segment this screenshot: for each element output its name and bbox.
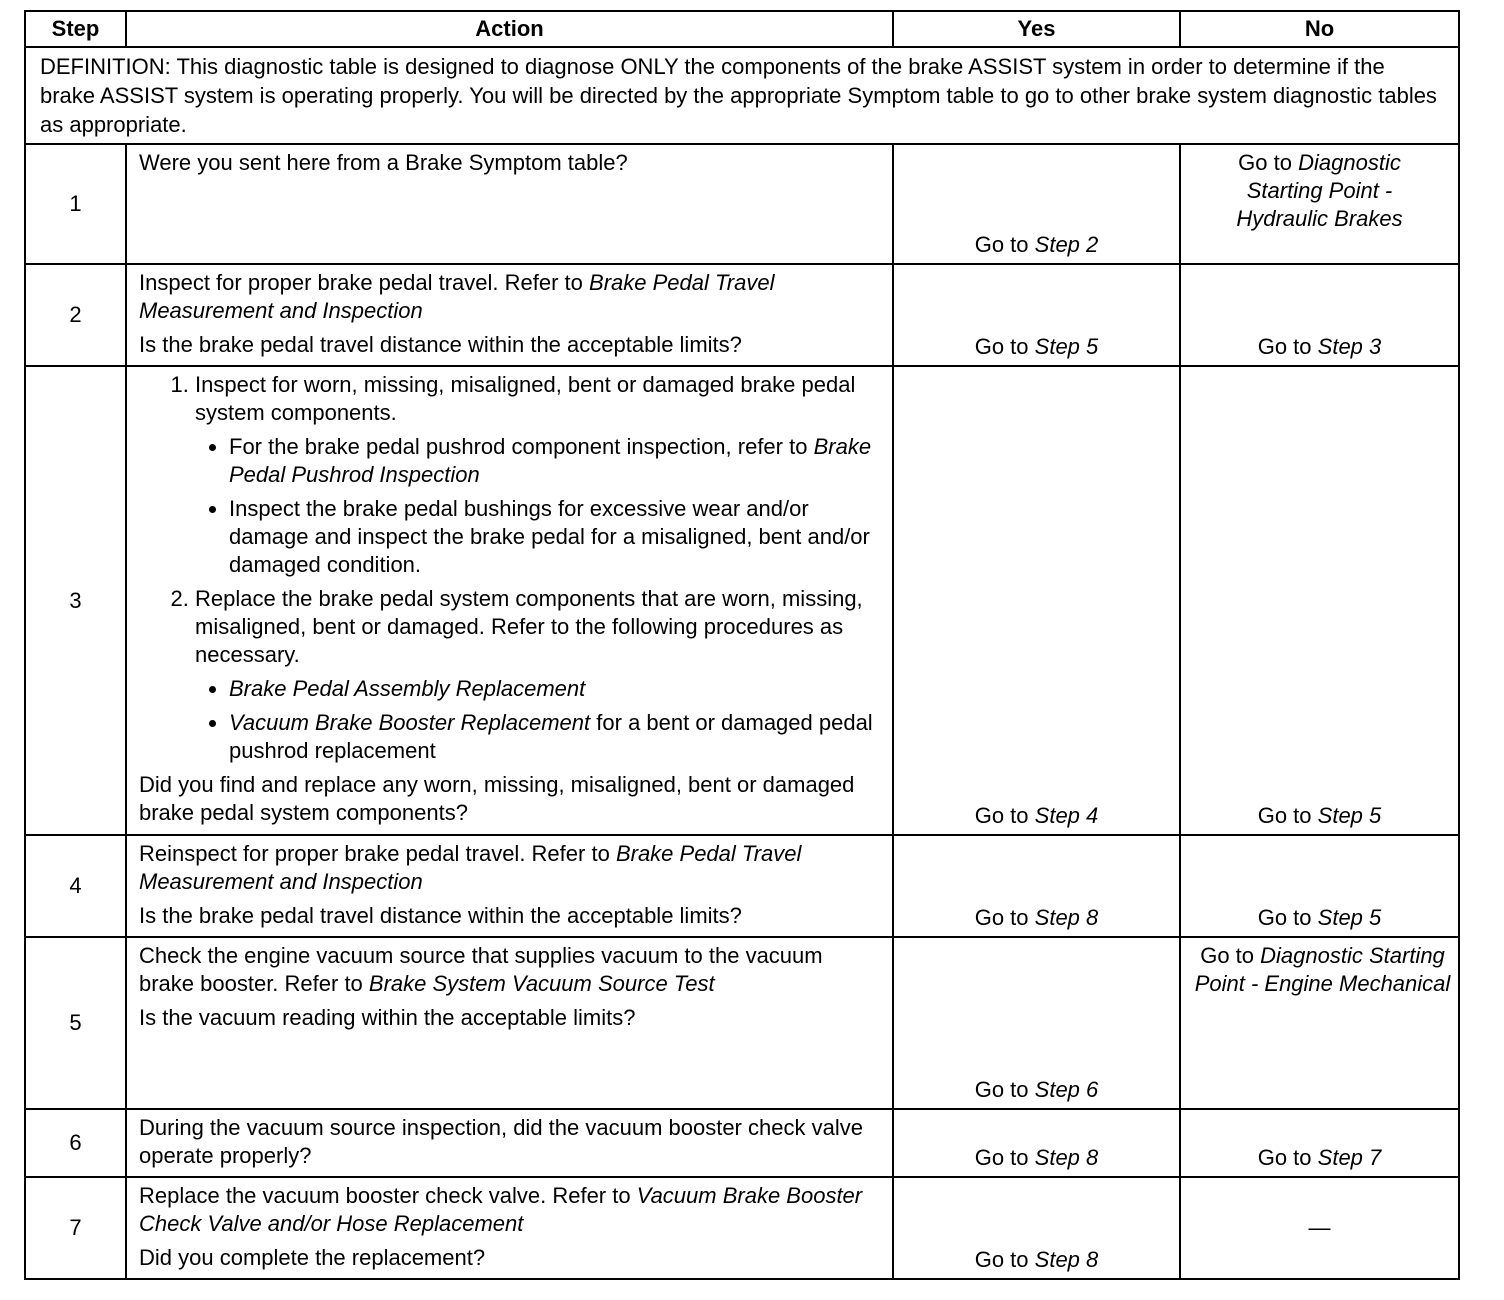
no-cell bbox=[1180, 835, 1459, 937]
no-link[interactable]: Diagnostic Starting Point - Hydraulic Brakes bbox=[1236, 150, 1403, 231]
yes-link[interactable]: Step 4 bbox=[1034, 803, 1099, 828]
instruction-text: Reinspect for proper brake pedal travel. Refer to bbox=[139, 841, 610, 866]
table-row bbox=[25, 366, 1459, 835]
table-row bbox=[25, 144, 1459, 264]
question-text: Is the brake pedal travel distance within the acceptable limits? bbox=[139, 332, 742, 357]
bullet-text: For the brake pedal pushrod component inspection, refer to bbox=[229, 434, 808, 459]
action-text bbox=[139, 840, 880, 896]
procedure-link[interactable]: Brake Pedal Assembly Replacement bbox=[229, 676, 586, 701]
header-yes: Yes bbox=[893, 11, 1180, 47]
question-text: Did you complete the replacement? bbox=[139, 1245, 486, 1270]
header-row bbox=[25, 11, 1459, 47]
question-text: Is the vacuum reading within the acceptable limits? bbox=[139, 1005, 636, 1030]
go-to-label: Go to bbox=[974, 232, 1029, 257]
go-to-label: Go to bbox=[974, 334, 1029, 359]
procedure-step-text: Replace the brake pedal system components that are worn, missing, misaligned, bent or damaged. Refer to the following procedures as necessary. bbox=[195, 586, 863, 667]
action-text bbox=[139, 942, 880, 998]
go-to-label: Go to bbox=[974, 1145, 1029, 1170]
yes-link[interactable]: Step 5 bbox=[1034, 334, 1099, 359]
yes-cell bbox=[893, 144, 1180, 264]
yes-link[interactable]: Step 8 bbox=[1034, 1247, 1099, 1272]
no-cell bbox=[1180, 1177, 1459, 1279]
bullet-list bbox=[195, 433, 880, 579]
procedure-link[interactable]: Brake System Vacuum Source Test bbox=[368, 971, 715, 996]
procedure-step-text: Inspect for worn, missing, misaligned, bent or damaged brake pedal system components. bbox=[195, 372, 856, 425]
instruction-text: Check the engine vacuum source that supplies vacuum to the vacuum brake booster. Refer to bbox=[139, 943, 823, 996]
go-to-label: Go to bbox=[1257, 905, 1312, 930]
instruction-text: Replace the vacuum booster check valve. Refer to bbox=[139, 1183, 631, 1208]
yes-cell bbox=[893, 366, 1180, 835]
action-cell bbox=[126, 144, 893, 264]
question-text: Did you find and replace any worn, missing, misaligned, bent or damaged brake pedal system components? bbox=[139, 772, 855, 825]
action-cell bbox=[126, 835, 893, 937]
action-cell bbox=[126, 1177, 893, 1279]
procedure-step bbox=[195, 585, 880, 765]
header-action: Action bbox=[126, 11, 893, 47]
go-to-label: Go to bbox=[974, 1247, 1029, 1272]
header-no: No bbox=[1180, 11, 1459, 47]
no-link[interactable]: Step 3 bbox=[1317, 334, 1382, 359]
action-text bbox=[139, 269, 880, 325]
question-text: Were you sent here from a Brake Symptom table? bbox=[139, 150, 628, 175]
action-cell bbox=[126, 937, 893, 1109]
diagnostic-table bbox=[24, 10, 1460, 1280]
procedure-link[interactable]: Brake Pedal Travel Measurement and Inspection bbox=[139, 270, 775, 323]
no-cell bbox=[1180, 366, 1459, 835]
no-cell bbox=[1180, 264, 1459, 366]
procedure-link[interactable]: Vacuum Brake Booster Replacement bbox=[229, 710, 591, 735]
no-link[interactable]: Step 5 bbox=[1317, 905, 1382, 930]
go-to-label: Go to bbox=[1257, 1145, 1312, 1170]
go-to-label: Go to bbox=[974, 1077, 1029, 1102]
step-number: 5 bbox=[25, 937, 126, 1109]
no-link[interactable]: Diagnostic Starting Point - Engine Mechanical bbox=[1194, 943, 1451, 996]
step-number: 4 bbox=[25, 835, 126, 937]
go-to-label: Go to bbox=[1238, 150, 1292, 175]
procedure-link[interactable]: Brake Pedal Pushrod Inspection bbox=[229, 434, 872, 487]
question-text: Is the brake pedal travel distance within the acceptable limits? bbox=[139, 903, 742, 928]
action-cell bbox=[126, 264, 893, 366]
go-to-label: Go to bbox=[1200, 943, 1255, 968]
go-to-label: Go to bbox=[1257, 803, 1312, 828]
go-to-label: Go to bbox=[974, 905, 1029, 930]
bullet-item bbox=[229, 709, 880, 765]
header-step: Step bbox=[25, 11, 126, 47]
table-row bbox=[25, 1177, 1459, 1279]
no-link[interactable]: Step 7 bbox=[1317, 1145, 1382, 1170]
bullet-item bbox=[229, 433, 880, 489]
step-number: 7 bbox=[25, 1177, 126, 1279]
table-row bbox=[25, 264, 1459, 366]
step-number: 6 bbox=[25, 1109, 126, 1177]
definition-text: DEFINITION: This diagnostic table is designed to diagnose ONLY the components of the brake ASSIST system in order to determine if the brake ASSIST system is operating properly. You will be directed by the appropriate Symptom table to go to other brake system diagnostic tables as appropriate. bbox=[25, 47, 1459, 144]
step-number: 1 bbox=[25, 144, 126, 264]
yes-link[interactable]: Step 8 bbox=[1034, 905, 1099, 930]
go-to-label: Go to bbox=[1257, 334, 1312, 359]
action-text bbox=[139, 1182, 880, 1238]
step-number: 3 bbox=[25, 366, 126, 835]
yes-link[interactable]: Step 8 bbox=[1034, 1145, 1099, 1170]
procedure-step bbox=[195, 371, 880, 579]
no-cell bbox=[1180, 937, 1459, 1109]
procedure-list bbox=[139, 371, 880, 765]
yes-cell bbox=[893, 1177, 1180, 1279]
no-cell bbox=[1180, 1109, 1459, 1177]
definition-row bbox=[25, 47, 1459, 144]
instruction-text: Inspect for proper brake pedal travel. Refer to bbox=[139, 270, 583, 295]
yes-cell bbox=[893, 1109, 1180, 1177]
bullet-item bbox=[229, 675, 880, 703]
yes-cell bbox=[893, 835, 1180, 937]
bullet-list bbox=[195, 675, 880, 765]
table-row bbox=[25, 1109, 1459, 1177]
step-number: 2 bbox=[25, 264, 126, 366]
action-cell bbox=[126, 1109, 893, 1177]
procedure-link[interactable]: Vacuum Brake Booster Check Valve and/or Hose Replacement bbox=[139, 1183, 863, 1236]
procedure-link[interactable]: Brake Pedal Travel Measurement and Inspection bbox=[139, 841, 802, 894]
go-to-label: Go to bbox=[974, 803, 1029, 828]
yes-link[interactable]: Step 6 bbox=[1034, 1077, 1099, 1102]
bullet-item: • Inspect the brake pedal bushings for excessive wear and/or damage and inspect the brake pedal for a misaligned, bent and/or damaged condition. bbox=[229, 495, 880, 579]
action-cell bbox=[126, 366, 893, 835]
table-row bbox=[25, 835, 1459, 937]
table-row bbox=[25, 937, 1459, 1109]
bullet-text: for a bent or damaged pedal pushrod replacement bbox=[229, 710, 873, 763]
yes-cell bbox=[893, 264, 1180, 366]
no-dash: — bbox=[1308, 1215, 1331, 1240]
no-link[interactable]: Step 5 bbox=[1317, 803, 1382, 828]
yes-link[interactable]: Step 2 bbox=[1034, 232, 1099, 257]
yes-cell bbox=[893, 937, 1180, 1109]
no-cell bbox=[1180, 144, 1459, 264]
question-text: During the vacuum source inspection, did the vacuum booster check valve operate properly? bbox=[139, 1115, 863, 1168]
